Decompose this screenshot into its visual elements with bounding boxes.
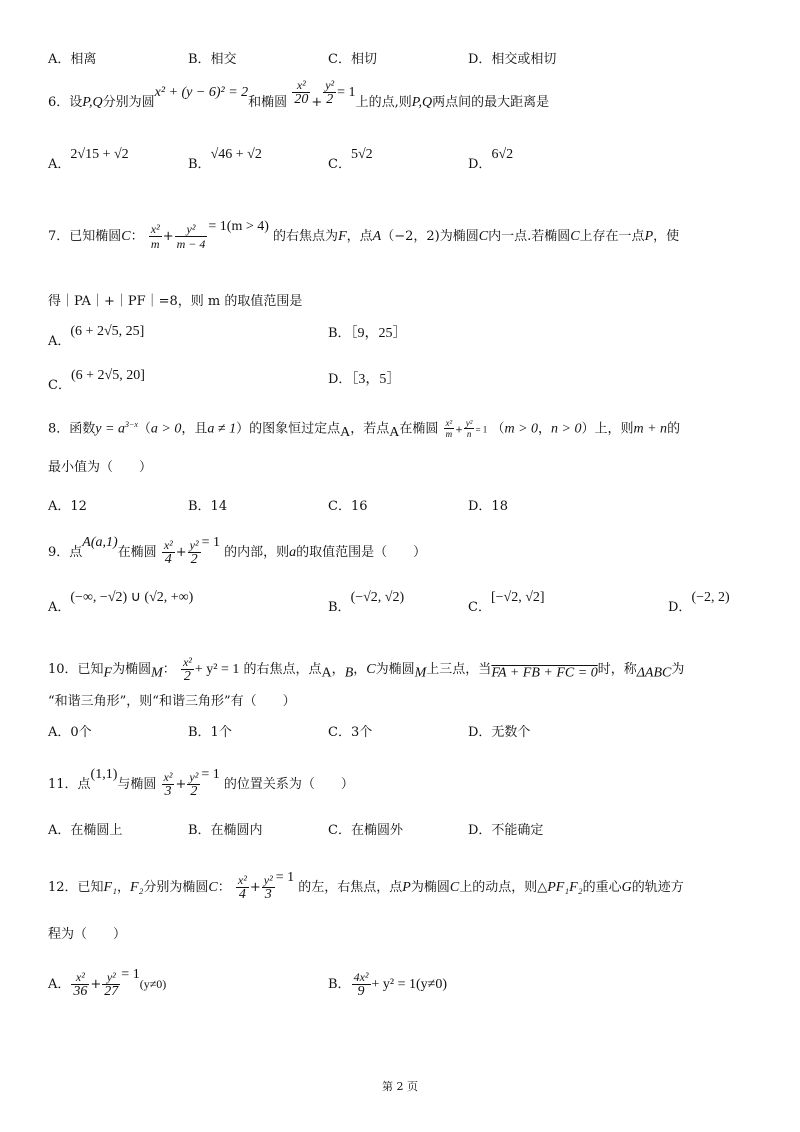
circle-equation: x² + (y − 6)² = 2 — [154, 85, 249, 100]
numerator: y² — [189, 538, 199, 552]
math: m + n — [633, 421, 668, 437]
math: C — [208, 880, 218, 895]
text: （ — [491, 421, 505, 437]
numerator: y² — [175, 222, 208, 237]
denominator: m — [445, 429, 453, 440]
math: = 1 — [337, 85, 356, 100]
text: 分别为圆 — [102, 95, 155, 110]
question-9: 9．点A(a,1)在椭圆 $\frac{\text{x²}}{4}$ + $\frac{\text{y²}}{2}$ = 1 的内部，则a的取值范围是（ ） — [48, 535, 427, 567]
text: ，若点 — [350, 421, 390, 437]
numerator: x² — [163, 538, 173, 552]
fraction — [162, 538, 175, 567]
fraction — [181, 655, 194, 684]
q5-option-d: D．相交或相切 — [468, 52, 557, 67]
denominator: 9 — [357, 984, 365, 999]
math: F — [103, 665, 113, 681]
fraction — [188, 538, 201, 567]
numerator: y² — [263, 873, 273, 887]
denominator: 27 — [104, 984, 119, 999]
numerator: x² — [163, 770, 173, 784]
math: A — [340, 424, 351, 440]
q10-option-c: C．3个 — [328, 725, 373, 740]
numerator: y² — [465, 418, 473, 429]
text: 为椭圆 — [410, 880, 450, 895]
fraction — [444, 418, 455, 439]
text: 的右焦点，点 — [243, 662, 322, 677]
q6-option-a — [48, 147, 129, 175]
math: (y≠0) — [139, 977, 167, 991]
label: A． — [48, 157, 71, 172]
q8-option-a: A．12 — [48, 499, 87, 514]
math: P — [644, 229, 654, 244]
denominator: 4 — [164, 552, 172, 567]
denominator: 2 — [190, 552, 198, 567]
q10-option-b: B．1个 — [188, 725, 232, 740]
q9-option-b — [328, 590, 405, 618]
math: P,Q — [82, 95, 103, 110]
math: F₁ — [103, 880, 117, 895]
label: C． — [48, 378, 71, 393]
q11-option-a: A．在椭圆上 — [48, 823, 123, 838]
math: m > 0 — [504, 421, 539, 437]
denominator: 20 — [294, 92, 309, 107]
math: F₂ — [129, 880, 144, 895]
text: 的右焦点为 — [273, 229, 339, 244]
math: + y² = 1 — [194, 662, 240, 677]
text: 在椭圆 — [399, 421, 439, 437]
text: 为椭圆 — [112, 662, 152, 677]
math: ［9，25］ — [350, 326, 407, 341]
q7-option-c — [48, 368, 145, 396]
text: （ — [137, 421, 151, 437]
q-number: 10．已知 — [48, 662, 104, 677]
math: F — [338, 229, 347, 244]
math: n > 0 — [551, 421, 582, 437]
label: B． — [328, 977, 351, 992]
numerator: 4x² — [353, 970, 369, 984]
fraction — [102, 970, 120, 999]
fraction — [262, 873, 275, 902]
question-8-line2: 最小值为（ ） — [48, 460, 153, 475]
text: 分别为椭圆 — [143, 880, 209, 895]
text: 的重心 — [582, 880, 622, 895]
question-10-line2: “和谐三角形”，则“和谐三角形”有（ ） — [48, 694, 296, 709]
text: 的取值范围是（ ） — [296, 545, 427, 560]
denominator: 4 — [238, 887, 246, 902]
q-number: 7．已知椭圆 — [48, 229, 122, 244]
text: ）的图象恒过定点 — [236, 421, 341, 437]
math: (6 + 2√5, 20] — [70, 368, 145, 383]
numerator: y² — [102, 970, 120, 985]
q11-option-d: D．不能确定 — [468, 823, 544, 838]
q-number: 12．已知 — [48, 880, 104, 895]
text: 上的动点，则△ — [459, 880, 548, 895]
label: D． — [328, 372, 352, 387]
math: 5√2 — [350, 147, 373, 162]
denominator: m − 4 — [176, 237, 206, 251]
text: 内一点.若椭圆 — [488, 229, 571, 244]
denominator: 3 — [164, 784, 172, 799]
math: √46 + √2 — [210, 147, 262, 162]
q5-option-b: B．相交 — [188, 52, 237, 67]
math: C — [121, 229, 131, 244]
q7-option-a — [48, 324, 145, 352]
text: ： — [162, 662, 176, 677]
denominator: 36 — [73, 984, 88, 999]
fraction — [464, 418, 475, 439]
question-11: 11．点(1,1)与椭圆 $\frac{\text{x²}}{3}$ + $\frac{\text{y²}}{2}$ = 1 的位置关系为（ ） — [48, 767, 354, 799]
numerator: x² — [150, 222, 160, 236]
denominator: m — [150, 237, 160, 251]
math: (−∞, −√2) ∪ (√2, +∞) — [70, 590, 194, 605]
fraction — [323, 78, 336, 107]
text: （−2，2)为椭圆 — [381, 229, 479, 244]
math: y = a — [95, 421, 125, 437]
fraction — [71, 970, 89, 999]
text: ： — [130, 229, 144, 244]
numerator: x² — [71, 970, 89, 985]
q9-option-a — [48, 590, 194, 618]
q-number: 8．函数 — [48, 421, 96, 437]
math: C — [366, 662, 376, 677]
text: 上存在一点 — [579, 229, 645, 244]
q-number: 11．点 — [48, 777, 91, 792]
q7-option-d — [328, 370, 400, 390]
math: M — [414, 665, 427, 681]
numerator: x² — [237, 873, 247, 887]
q5-option-c: C．相切 — [328, 52, 377, 67]
q6-option-b — [188, 147, 262, 175]
question-7: 7．已知椭圆C： $\frac{\text{x²}}{m}$ + $\frac{\text{y²}}{m - 4}$ = 1(m > 4) 的右焦点为F，点A（−2，2)为椭圆C内一点.若椭圆C上存在一点P，使 — [48, 219, 680, 251]
text: 为 — [671, 662, 685, 677]
q6-option-c — [328, 147, 373, 175]
math: (−2, 2) — [691, 590, 730, 605]
math: A — [321, 665, 332, 681]
math: A — [372, 229, 382, 244]
q10-option-a: A．0个 — [48, 725, 92, 740]
denominator: 2 — [190, 784, 198, 799]
text: ， — [353, 662, 367, 677]
point: A(a,1) — [82, 535, 118, 550]
math: (−√2, √2) — [350, 590, 405, 605]
question-7-line2: 得｜PA｜+｜PF｜=8，则 m 的取值范围是 — [48, 294, 303, 309]
text: 上的点,则 — [355, 95, 412, 110]
math: G — [621, 880, 632, 895]
q-number: 6．设 — [48, 95, 83, 110]
math: ［3，5］ — [351, 372, 401, 387]
text: ： — [217, 880, 231, 895]
label: C． — [468, 600, 491, 615]
numerator: y² — [325, 78, 335, 92]
exponent: 3−x — [124, 420, 138, 429]
q11-option-c: C．在椭圆外 — [328, 823, 403, 838]
q7-option-b — [328, 324, 407, 344]
math: ΔABC — [636, 665, 672, 681]
math: a ≠ 1 — [207, 421, 237, 437]
text: 上三点，当 — [426, 662, 492, 677]
text: ，点 — [346, 229, 373, 244]
question-8: 8．函数$y = a^{3-x}(a > 0$，且a ≠ 1）的图象恒过定点$_A$，若点$_A$在椭圆 $\frac{\text{x²}}{m}$ + $\frac{\text{y²}}{n}$ = 1 （m > 0，n > 0）上，则m + n的 — [48, 418, 681, 440]
label: A． — [48, 977, 71, 992]
label: C． — [328, 157, 351, 172]
text: 在椭圆 — [117, 545, 157, 560]
fraction — [175, 222, 208, 251]
label: D． — [668, 600, 692, 615]
label: B． — [328, 326, 351, 341]
label: B． — [188, 157, 211, 172]
math: C — [478, 229, 489, 244]
denominator: 2 — [326, 92, 334, 107]
q8-option-c: C．16 — [328, 499, 368, 514]
question-10 — [48, 655, 684, 684]
math: = 1 — [121, 967, 140, 982]
math: = 1 — [201, 767, 220, 782]
label: D． — [468, 157, 492, 172]
fraction — [236, 873, 249, 902]
q8-option-b: B．14 — [188, 499, 228, 514]
text: 两点间的最大距离是 — [432, 95, 550, 110]
point: (1,1) — [90, 767, 118, 782]
q11-option-b: B．在椭圆内 — [188, 823, 263, 838]
math: PF₁F₂ — [547, 880, 583, 895]
fraction — [149, 222, 162, 251]
q8-option-d: D．18 — [468, 499, 508, 514]
label: B． — [328, 600, 351, 615]
text: 的内部，则 — [224, 545, 290, 560]
q-number: 9．点 — [48, 545, 83, 560]
fraction — [162, 770, 175, 799]
label: A． — [48, 334, 71, 349]
text: 的 — [667, 421, 681, 437]
page-number: 第 2 页 — [382, 1080, 418, 1093]
math: C — [449, 880, 460, 895]
text: 为椭圆 — [375, 662, 415, 677]
denominator: 2 — [183, 669, 191, 684]
q10-option-d: D．无数个 — [468, 725, 531, 740]
text: 的位置关系为（ ） — [223, 777, 354, 792]
q5-option-a: A．相离 — [48, 52, 97, 67]
denominator: 3 — [264, 887, 272, 902]
math: A — [389, 424, 400, 440]
denominator: n — [466, 429, 472, 440]
text: 的左，右焦点，点 — [298, 880, 403, 895]
math: 2√15 + √2 — [70, 147, 129, 162]
label: A． — [48, 600, 71, 615]
math: a — [289, 545, 297, 560]
text: ， — [116, 880, 130, 895]
text: ，使 — [653, 229, 680, 244]
math: a > 0 — [150, 421, 182, 437]
fraction — [352, 970, 371, 999]
numerator: x² — [182, 655, 192, 669]
math: C — [570, 229, 580, 244]
math: = 1 — [275, 870, 295, 885]
text: ）上，则 — [581, 421, 634, 437]
q9-option-c — [468, 590, 545, 618]
q12-option-b — [328, 970, 447, 999]
numerator: y² — [189, 770, 199, 784]
text: ，且 — [181, 421, 208, 437]
vector-sum: FA + FB + FC = 0 — [491, 665, 598, 681]
question-6: 6．设P,Q分别为圆x² + (y − 6)² = 2和椭圆 $\frac{\text{x²}}{20}$ + $\frac{\text{y²}}{2}$ = 1上的点,则P,Q两点间的最大距离是 — [48, 78, 550, 110]
q6-option-d — [468, 147, 514, 175]
numerator: x² — [292, 78, 310, 93]
text: 的轨迹方 — [631, 880, 684, 895]
text: ， — [331, 662, 345, 677]
text: 和椭圆 — [248, 95, 288, 110]
math: M — [151, 665, 163, 681]
question-12: 12．已知F₁，F₂分别为椭圆C： $\frac{\text{x²}}{4}$ + $\frac{\text{y²}}{3}$ = 1 的左，右焦点，点P为椭圆C上的动点，则△PF₁F₂的重心G的轨迹方 — [48, 870, 684, 902]
math: = 1 — [475, 424, 488, 435]
text: 时，称 — [597, 662, 637, 677]
math: [−√2, √2] — [490, 590, 545, 605]
q12-option-a: A． $\frac{\text{x²}}{36}$ + $\frac{\text{y²}}{27}$ = 1(y≠0) — [48, 967, 167, 999]
fraction — [292, 78, 310, 107]
text: 与椭圆 — [117, 777, 157, 792]
question-12-line2: 程为（ ） — [48, 927, 127, 942]
q9-option-d — [668, 590, 730, 618]
math: P,Q — [411, 95, 433, 110]
fraction — [187, 770, 200, 799]
math: = 1 — [201, 535, 221, 550]
math: + y² = 1(y≠0) — [371, 977, 447, 992]
math: P — [402, 880, 411, 895]
math: (6 + 2√5, 25] — [70, 324, 145, 339]
math: 6√2 — [491, 147, 514, 162]
math: B — [344, 665, 354, 681]
math: = 1(m > 4) — [208, 219, 269, 234]
text: ， — [538, 421, 552, 437]
numerator: x² — [445, 418, 453, 429]
